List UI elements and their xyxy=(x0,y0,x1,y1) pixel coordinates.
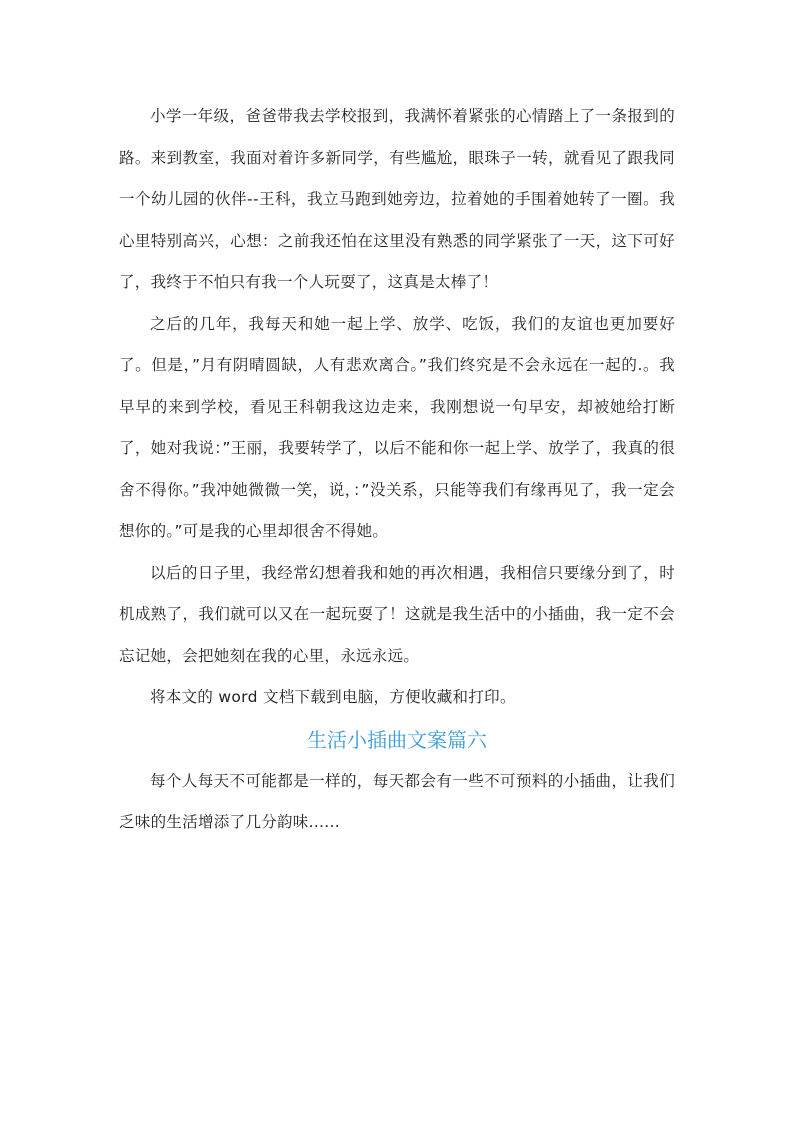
section-heading: 生活小插曲文案篇六 xyxy=(307,727,487,752)
paragraph-download-note: 将本文的 word 文档下载到电脑，方便收藏和打印。 xyxy=(150,688,516,706)
paragraph-first-grade: 小学一年级，爸爸带我去学校报到，我满怀着紧张的心情踏上了一条报到的路。来到教室，我面对着许多新同学，有些尴尬，眼珠子一转，就看见了跟我同一个幼儿园的伙伴--王科，我立马跑到她旁边，拉着她的手围着她转了一圈。我心里特别高兴，心想：之前我还怕在这里没有熟悉的同学紧张了一天，这下可好了，我终于不怕只有我一个人玩耍了，这真是太棒了！ xyxy=(119,107,675,291)
paragraph-section-six: 每个人每天不可能都是一样的，每天都会有一些不可预料的小插曲，让我们乏味的生活增添了几分韵味...... xyxy=(119,771,675,831)
document-body xyxy=(119,96,675,844)
paragraph-later-years: 之后的几年，我每天和她一起上学、放学、吃饭，我们的友谊也更加要好了。但是，”月有阴晴圆缺，人有悲欢离合。”我们终究是不会永远在一起的.。我早早的来到学校，看见王科朝我这边走来，我刚想说一句早安，却被她给打断了，她对我说：”王丽，我要转学了，以后不能和你一起上学、放学了，我真的很舍不得你。”我冲她微微一笑，说，：”没关系，只能等我们有缘再见了，我一定会想你的。”可是我的心里却很舍不得她。 xyxy=(119,314,675,540)
paragraph-future-days: 以后的日子里，我经常幻想着我和她的再次相遇，我相信只要缘分到了，时机成熟了，我们就可以又在一起玩耍了！这就是我生活中的小插曲，我一定不会忘记她，会把她刻在我的心里，永远永远。 xyxy=(119,563,675,665)
